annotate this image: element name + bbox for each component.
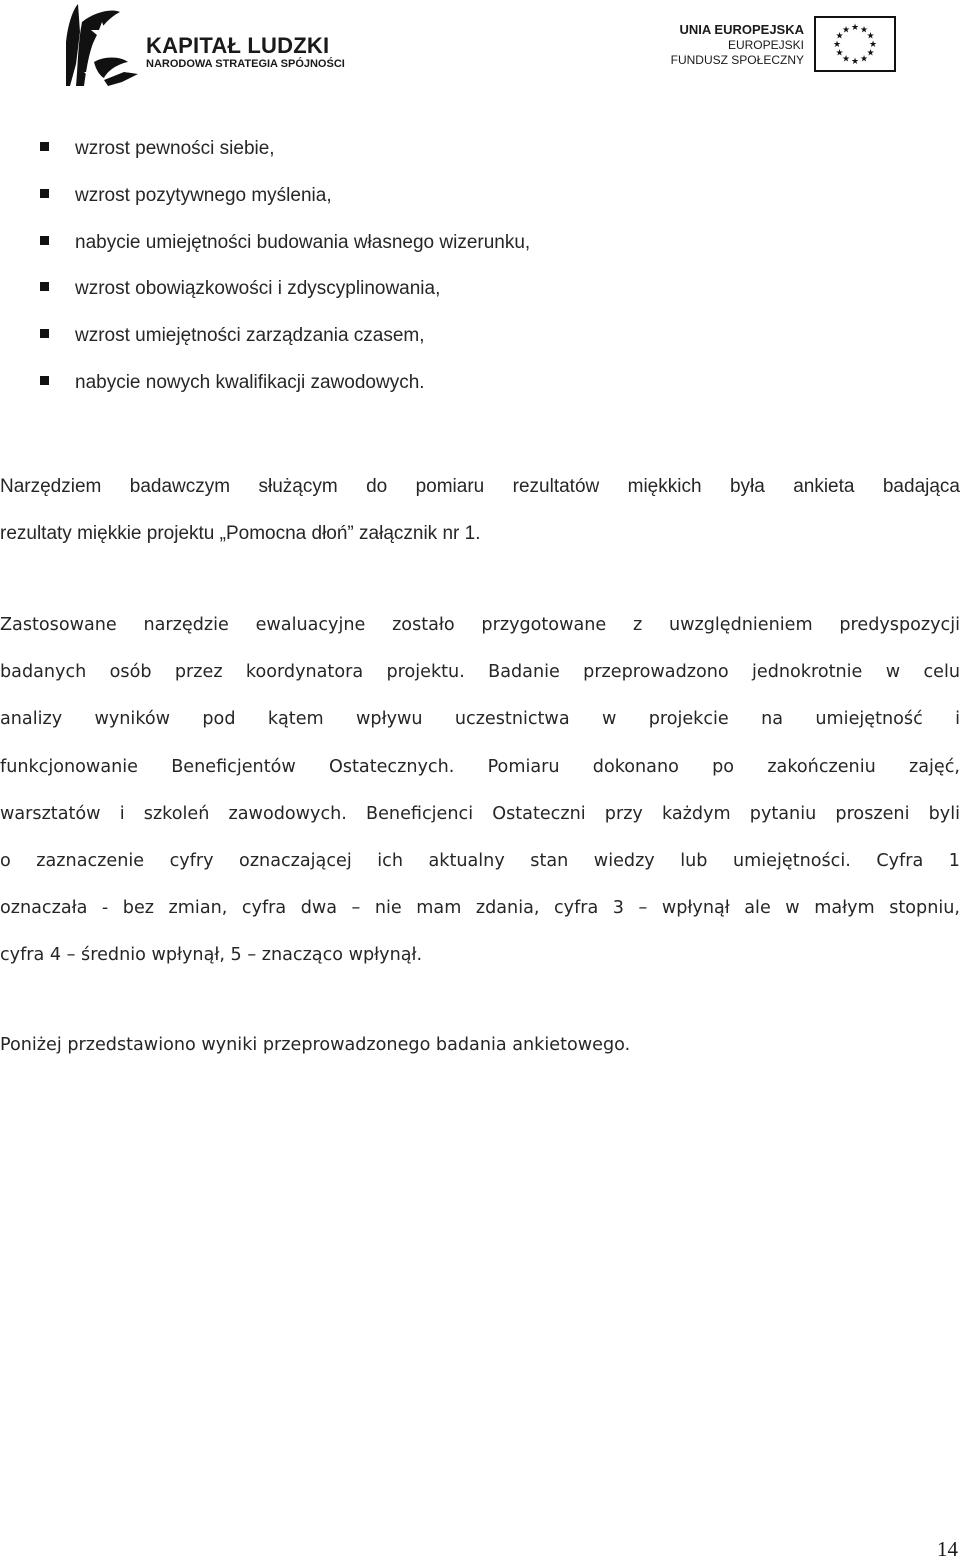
list-item — [0, 173, 960, 220]
kapital-ludzki-title: KAPITAŁ LUDZKI — [146, 33, 330, 58]
paragraph-results-intro — [0, 1022, 960, 1069]
paragraph-line: warsztatów i szkoleń zawodowych. Beneficjenci Ostateczni przy każdym pytaniu proszeni byli — [0, 803, 960, 824]
list-item-text: wzrost pewności siebie, — [75, 138, 275, 159]
eu-logo — [660, 16, 896, 74]
eu-logo-line2: EUROPEJSKI — [727, 38, 804, 52]
svg-text:★: ★ — [835, 31, 844, 42]
svg-text:★: ★ — [850, 23, 860, 33]
list-item — [0, 360, 960, 407]
list-item — [0, 220, 960, 267]
list-item — [0, 266, 960, 313]
bullet-square-icon — [40, 189, 49, 198]
svg-text:★: ★ — [859, 54, 869, 65]
bullet-square-icon — [40, 236, 49, 245]
svg-text:★: ★ — [841, 25, 851, 36]
eu-flag-icon — [814, 16, 896, 72]
paragraph-line: Narzędziem badawczym służącym do pomiaru rezultatów miękkich była ankieta badająca — [0, 476, 960, 497]
kapital-ludzki-emblem-icon — [64, 2, 142, 88]
svg-text:★: ★ — [866, 31, 875, 42]
list-item-text: nabycie nowych kwalifikacji zawodowych. — [75, 371, 425, 393]
list-item — [0, 126, 960, 173]
svg-text:★: ★ — [832, 40, 842, 50]
eu-logo-line3: FUNDUSZ SPOŁECZNY — [670, 53, 804, 67]
svg-text:★: ★ — [841, 54, 851, 65]
results-bullet-list — [0, 126, 960, 407]
svg-text:★: ★ — [835, 48, 844, 59]
paragraph-line: Poniżej przedstawiono wyniki przeprowadzonego badania ankietowego. — [0, 1035, 631, 1055]
paragraph-evaluation-method — [0, 602, 960, 980]
eu-logo-line1: UNIA EUROPEJSKA — [679, 22, 804, 37]
paragraph-line: analizy wyników pod kątem wpływu uczestnictwa w projekcie na umiejętność i — [0, 709, 960, 730]
list-item — [0, 313, 960, 360]
svg-text:★: ★ — [859, 25, 869, 36]
kapital-ludzki-logo — [64, 2, 354, 88]
bullet-square-icon — [40, 142, 49, 151]
list-item-text: wzrost pozytywnego myślenia, — [75, 184, 332, 206]
paragraph-line: Zastosowane narzędzie ewaluacyjne zostało przygotowane z uwzględnieniem predyspozycji — [0, 615, 960, 635]
bullet-square-icon — [40, 329, 49, 338]
paragraph-line: cyfra 4 – średnio wpłynął, 5 – znacząco wpłynął. — [0, 945, 423, 966]
list-item-text: nabycie umiejętności budowania własnego wizerunku, — [75, 231, 531, 253]
paragraph-line: funkcjonowanie Beneficjentów Ostatecznych. Pomiaru dokonano po zakończeniu zajęć, — [0, 756, 960, 777]
paragraph-line: badanych osób przez koordynatora projektu. Badanie przeprowadzono jednokrotnie w celu — [0, 662, 960, 683]
page-number: 14 — [937, 1537, 958, 1561]
paragraph-line: o zaznaczenie cyfry oznaczającej ich aktualny stan wiedzy lub umiejętności. Cyfra 1 — [0, 850, 960, 871]
paragraph-line: oznaczała - bez zmian, cyfra dwa – nie mam zdania, cyfra 3 – wpłynął ale w małym stopniu, — [0, 898, 960, 919]
bullet-square-icon — [40, 376, 49, 385]
paragraph-line: rezultaty miękkie projektu „Pomocna dłoń” załącznik nr 1. — [0, 523, 481, 545]
paragraph-research-tool — [0, 463, 960, 557]
svg-text:★: ★ — [866, 48, 875, 59]
list-item-text: wzrost obowiązkowości i zdyscyplinowania, — [75, 278, 441, 300]
kapital-ludzki-subtitle: NARODOWA STRATEGIA SPÓJNOŚCI — [146, 58, 345, 70]
svg-text:★: ★ — [850, 57, 860, 67]
bullet-square-icon — [40, 282, 49, 291]
list-item-text: wzrost umiejętności zarządzania czasem, — [75, 325, 425, 347]
svg-text:★: ★ — [868, 40, 878, 50]
